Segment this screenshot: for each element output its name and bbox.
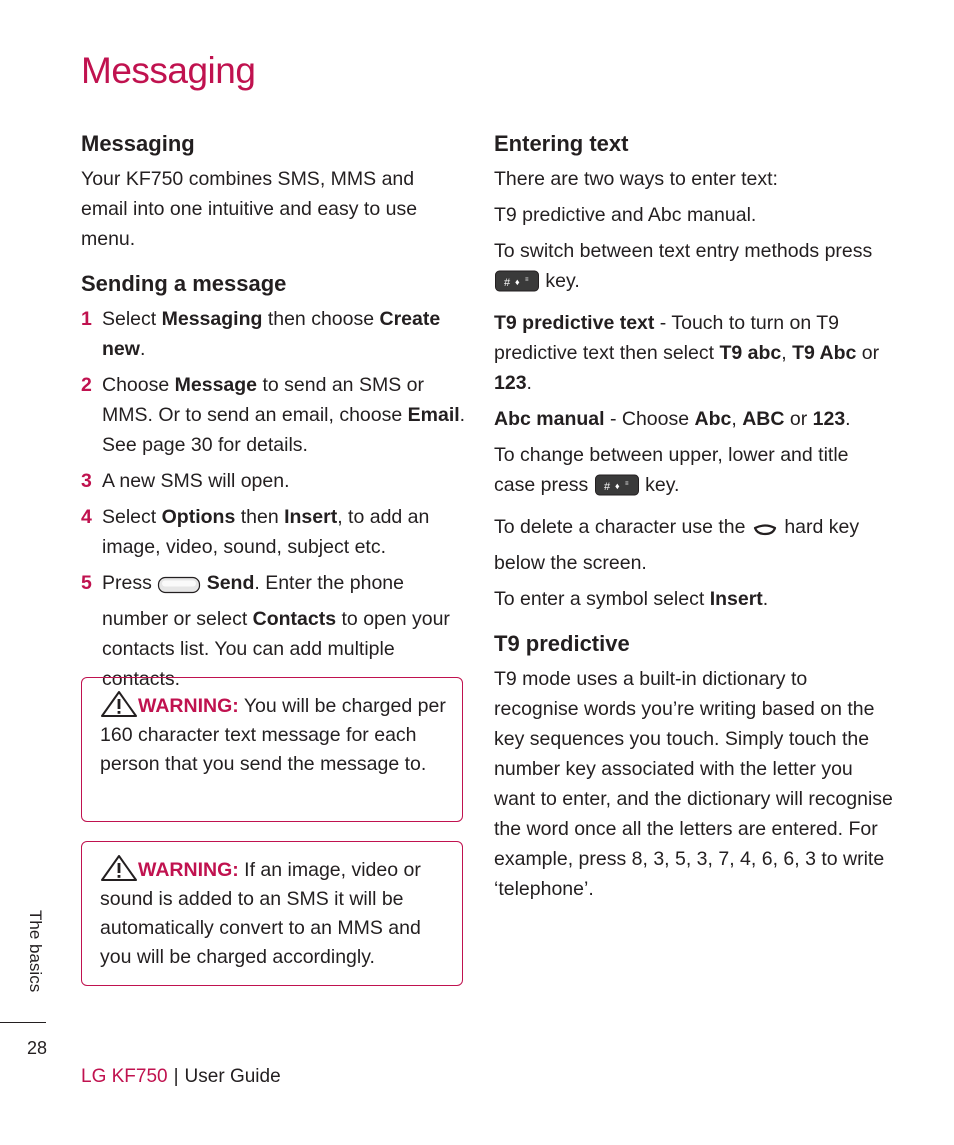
hash-key-icon — [594, 473, 640, 506]
clear-key-icon — [751, 518, 779, 548]
svg-text:♦: ♦ — [614, 481, 620, 491]
paragraph-abc-manual — [494, 404, 894, 434]
case-text-end: key. — [639, 474, 680, 496]
symbol-text: To enter a symbol select — [494, 588, 710, 610]
symbol-bold: Insert — [709, 588, 763, 610]
left-column — [81, 128, 466, 700]
t9-sep: . — [526, 372, 532, 394]
warning-label: WARNING: — [138, 859, 239, 881]
step-number: 4 — [81, 506, 92, 528]
t9-option: T9 Abc — [792, 342, 857, 364]
section-side-label: The basics — [26, 910, 45, 993]
footer-model: LG KF750 — [81, 1066, 168, 1087]
abc-sep: , — [731, 408, 743, 430]
step-bold: Create new — [102, 308, 441, 360]
step-bold: Options — [161, 506, 236, 528]
abc-option: ABC — [742, 408, 785, 430]
warning-label: WARNING: — [138, 695, 239, 717]
step-number: 1 — [81, 308, 92, 330]
t9-label: T9 predictive text — [494, 312, 655, 334]
step-number: 5 — [81, 572, 92, 594]
t9-sep: or — [856, 342, 880, 364]
step-bold: Send — [206, 572, 255, 594]
step-text: A new SMS will open. — [102, 470, 290, 492]
paragraph-symbol — [494, 584, 894, 614]
softkey-icon — [157, 574, 201, 604]
step-number: 2 — [81, 374, 92, 396]
step-text: . Enter the phone number or select — [102, 572, 404, 630]
t9-text: - Touch to turn on T9 predictive text then select — [494, 312, 840, 364]
svg-text:≡: ≡ — [624, 481, 629, 487]
warning-triangle-icon — [100, 690, 138, 718]
step-number: 3 — [81, 470, 92, 492]
step-text: to send an SMS or MMS. Or to send an email, choose — [102, 374, 424, 426]
paragraph-delete — [494, 512, 894, 578]
footer-guide: User Guide — [184, 1066, 281, 1087]
abc-option: Abc — [694, 408, 732, 430]
step-text: Press — [102, 572, 158, 594]
paragraph-ways: There are two ways to enter text: — [494, 168, 778, 190]
footer — [81, 1066, 281, 1088]
page-title: Messaging — [81, 50, 256, 91]
step-bold: Message — [174, 374, 258, 396]
step-text: to open your contacts list. You can add multiple contacts. — [102, 608, 450, 690]
step-text: then — [235, 506, 285, 528]
step-3 — [81, 466, 466, 496]
t9-option: 123 — [494, 372, 527, 394]
footer-separator: | — [173, 1066, 179, 1087]
step-2 — [81, 370, 466, 460]
paragraph-switch — [494, 236, 894, 302]
step-text: Select — [102, 308, 162, 330]
step-text: Choose — [102, 374, 175, 396]
abc-sep: . — [845, 408, 851, 430]
svg-text:≡: ≡ — [525, 277, 529, 283]
step-bold: Contacts — [252, 608, 337, 630]
step-text: , to add an image, video, sound, subject etc. — [102, 506, 430, 558]
abc-label: Abc manual — [494, 408, 605, 430]
abc-option: 123 — [812, 408, 846, 430]
step-text: . — [139, 338, 146, 360]
warning-text: If an image, video or sound is added to an SMS it will be automatically convert to an MMS and you will be charged accordingly. — [100, 859, 421, 968]
t9-option: T9 abc — [719, 342, 782, 364]
step-bold: Insert — [284, 506, 338, 528]
step-bold: Messaging — [161, 308, 263, 330]
svg-text:♦: ♦ — [515, 277, 520, 287]
paragraph-methods: T9 predictive and Abc manual. — [494, 204, 757, 226]
symbol-dot: . — [762, 588, 769, 610]
svg-text:#: # — [603, 481, 610, 493]
warning-box-mms — [81, 841, 463, 986]
switch-text-end: key. — [540, 270, 580, 292]
hash-key-icon — [494, 269, 540, 302]
delete-text-end: hard key below the screen. — [494, 516, 860, 574]
paragraph-t9-predictive-text — [494, 308, 894, 398]
side-rule — [0, 1022, 46, 1023]
intro-text: Your KF750 combines SMS, MMS and email into one intuitive and easy to use menu. — [81, 168, 418, 250]
steps-list — [81, 304, 466, 694]
step-text: Select — [102, 506, 162, 528]
warning-text: You will be charged per 160 character text message for each person that you send the message to. — [100, 695, 446, 775]
abc-text: - Choose — [604, 408, 695, 430]
heading-messaging: Messaging — [81, 131, 195, 156]
heading-entering-text: Entering text — [494, 131, 629, 156]
switch-text: To switch between text entry methods press — [494, 240, 873, 262]
t9-sep: , — [781, 342, 793, 364]
abc-sep: or — [784, 408, 813, 430]
paragraph-case — [494, 440, 894, 506]
right-column — [494, 128, 894, 910]
warning-box-charges — [81, 677, 463, 822]
heading-t9-predictive: T9 predictive — [494, 631, 630, 656]
step-1 — [81, 304, 466, 364]
page-number: 28 — [27, 1038, 48, 1058]
t9-body: T9 mode uses a built-in dictionary to recognise words you’re writing based on the key sequences you touch. Simply touch the number key associated with the letter you want to enter, and the dictionary will recognise the word once all the letters are entered. For example, press 8, 3, 5, 3, 7, 4, 6, 6, 3 to write ‘telephone’. — [494, 668, 893, 900]
svg-text:#: # — [504, 277, 511, 289]
step-5 — [81, 568, 466, 694]
warning-triangle-icon — [100, 854, 138, 882]
step-text: then choose — [262, 308, 380, 330]
step-text: . See page 30 for details. — [102, 404, 466, 456]
case-text: To change between upper, lower and title case press — [494, 444, 849, 496]
delete-text: To delete a character use the — [494, 516, 746, 538]
step-4 — [81, 502, 466, 562]
step-bold: Email — [407, 404, 460, 426]
heading-sending-message: Sending a message — [81, 271, 287, 296]
